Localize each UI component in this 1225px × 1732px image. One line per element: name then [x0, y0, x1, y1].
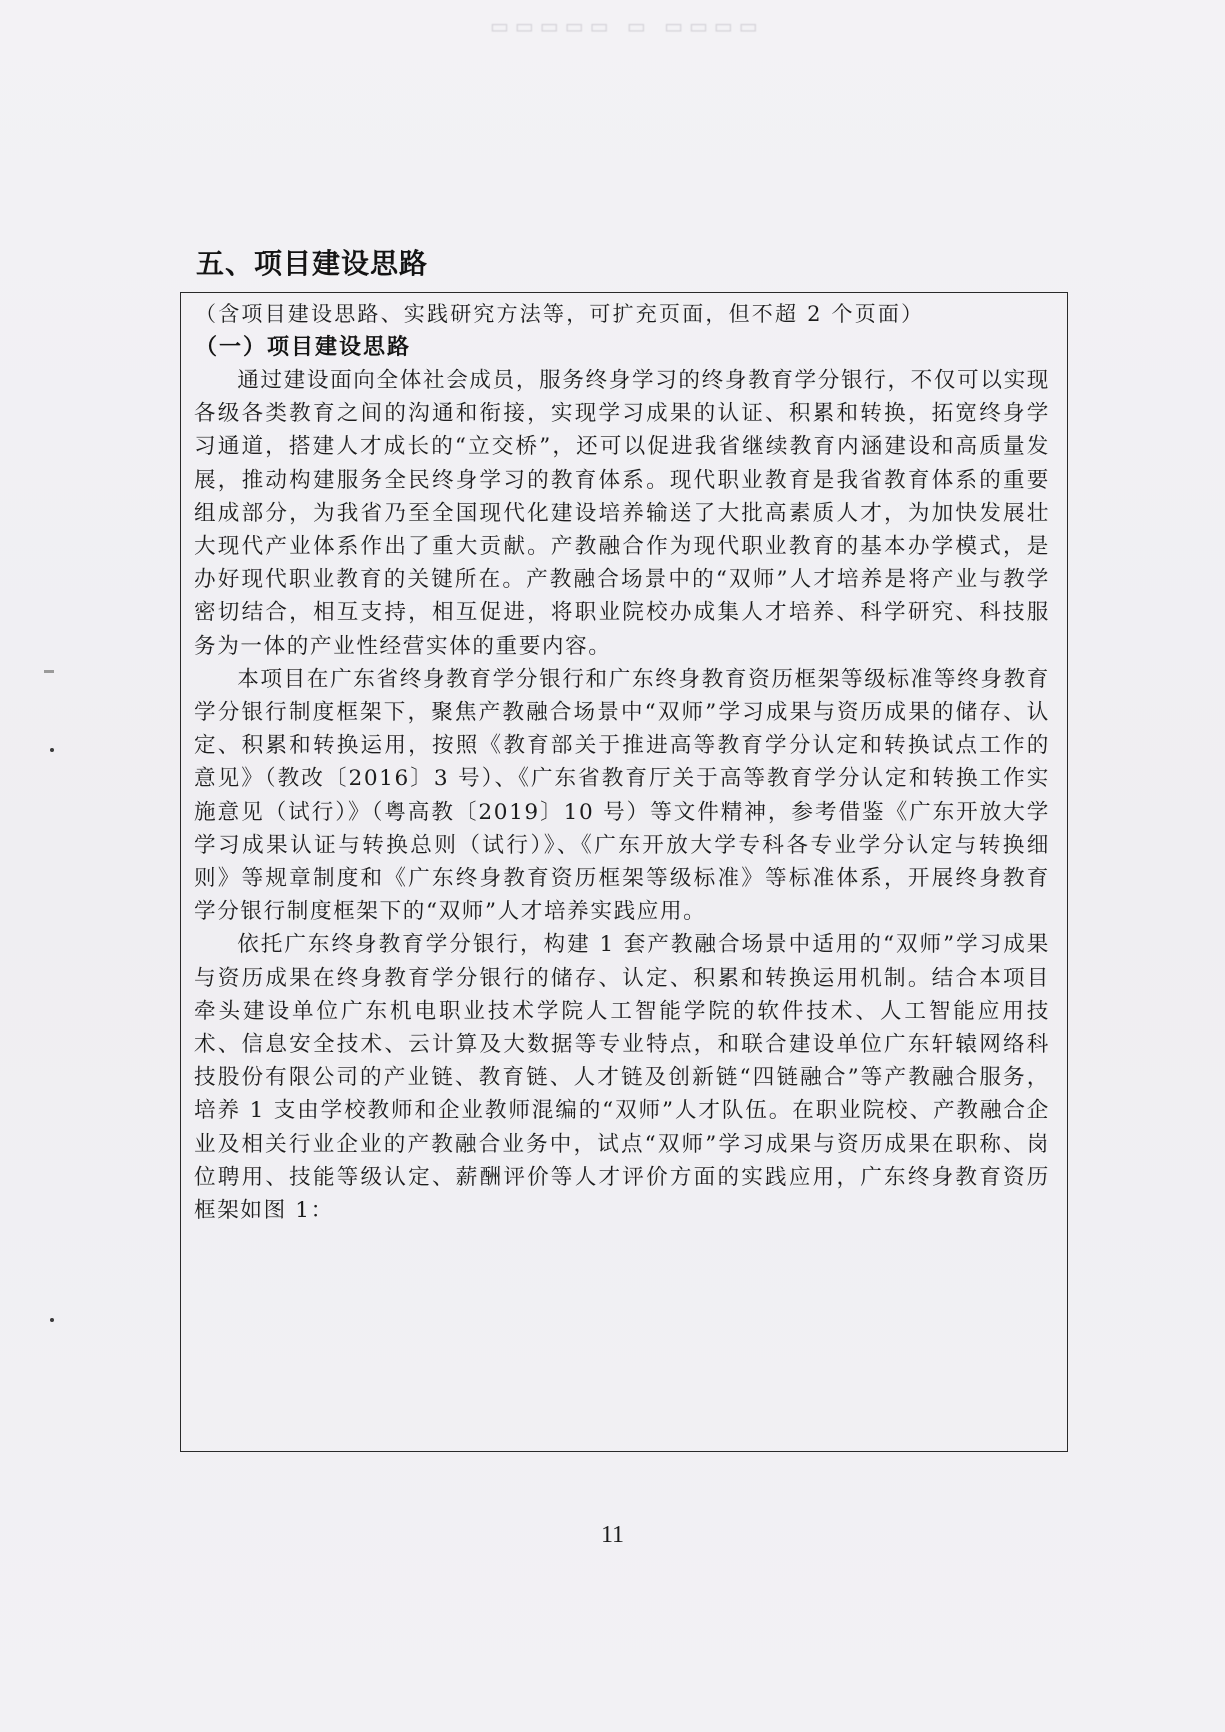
section-title: 五、项目建设思路: [196, 247, 429, 280]
page-number: 11: [600, 1522, 625, 1548]
body-text: [194, 364, 1050, 1227]
paragraph: 通过建设面向全体社会成员，服务终身学习的终身教育学分银行，不仅可以实现各级各类教育之间的沟通和衔接，实现学习成果的认证、积累和转换，拓宽终身学习通道，搭建人才成长的“立交桥”，还可以促进我省继续教育内涵建设和高质量发展，推动构建服务全民终身学习的教育体系。现代职业教育是我省教育体系的重要组成部分，为我省乃至全国现代化建设培养输送了大批高素质人才，为加快发展壮大现代产业体系作出了重大贡献。产教融合作为现代职业教育的基本办学模式，是办好现代职业教育的关键所在。产教融合场景中的“双师”人才培养是将产业与教学密切结合，相互支持，相互促进，将职业院校办成集人才培养、科学研究、科技服务为一体的产业性经营实体的重要内容。: [194, 368, 1050, 659]
paragraph: 依托广东终身教育学分银行，构建 1 套产教融合场景中适用的“双师”学习成果与资历成果在终身教育学分银行的储存、认定、积累和转换运用机制。结合本项目牵头建设单位广东机电职业技术学院人工智能学院的软件技术、人工智能应用技术、信息安全技术、云计算及大数据等专业特点，和联合建设单位广东轩辕网络科技股份有限公司的产业链、教育链、人才链及创新链“四链融合”等产教融合服务，培养 1 支由学校教师和企业教师混编的“双师”人才队伍。在职业院校、产教融合企业及相关行业企业的产教融合业务中，试点“双师”学习成果与资历成果在职称、岗位聘用、技能等级认定、薪酬评价等人才评价方面的实践应用，广东终身教育资历框架如图 1：: [194, 932, 1050, 1224]
paragraph: 本项目在广东省终身教育学分银行和广东终身教育资历框架等级标准等终身教育学分银行制度框架下，聚焦产教融合场景中“双师”学习成果与资历成果的储存、认定、积累和转换运用，按照《教育部关于推进高等教育学分认定和转换试点工作的意见》（教改〔2016〕3 号）、《广东省教育厅关于高等教育学分认定和转换工作实施意见（试行）》（粤高教〔2019〕10 号）等文件精神，参考借鉴《广东开放大学学习成果认证与转换总则（试行）》、《广东开放大学专科各专业学分认定与转换细则》等规章制度和《广东终身教育资历框架等级标准》等标准体系，开展终身教育学分银行制度框架下的“双师”人才培养实践应用。: [194, 666, 1050, 925]
scan-mark: [44, 670, 54, 673]
scan-dot: [50, 1318, 54, 1322]
faint-header-stamp: ▭▭▭▭▭ ▭ ▭▭▭▭: [490, 14, 764, 38]
subsection-title: （一）项目建设思路: [195, 335, 412, 360]
instruction-note: （含项目建设思路、实践研究方法等，可扩充页面，但不超 2 个页面）: [195, 302, 925, 326]
scan-dot: [50, 748, 54, 752]
